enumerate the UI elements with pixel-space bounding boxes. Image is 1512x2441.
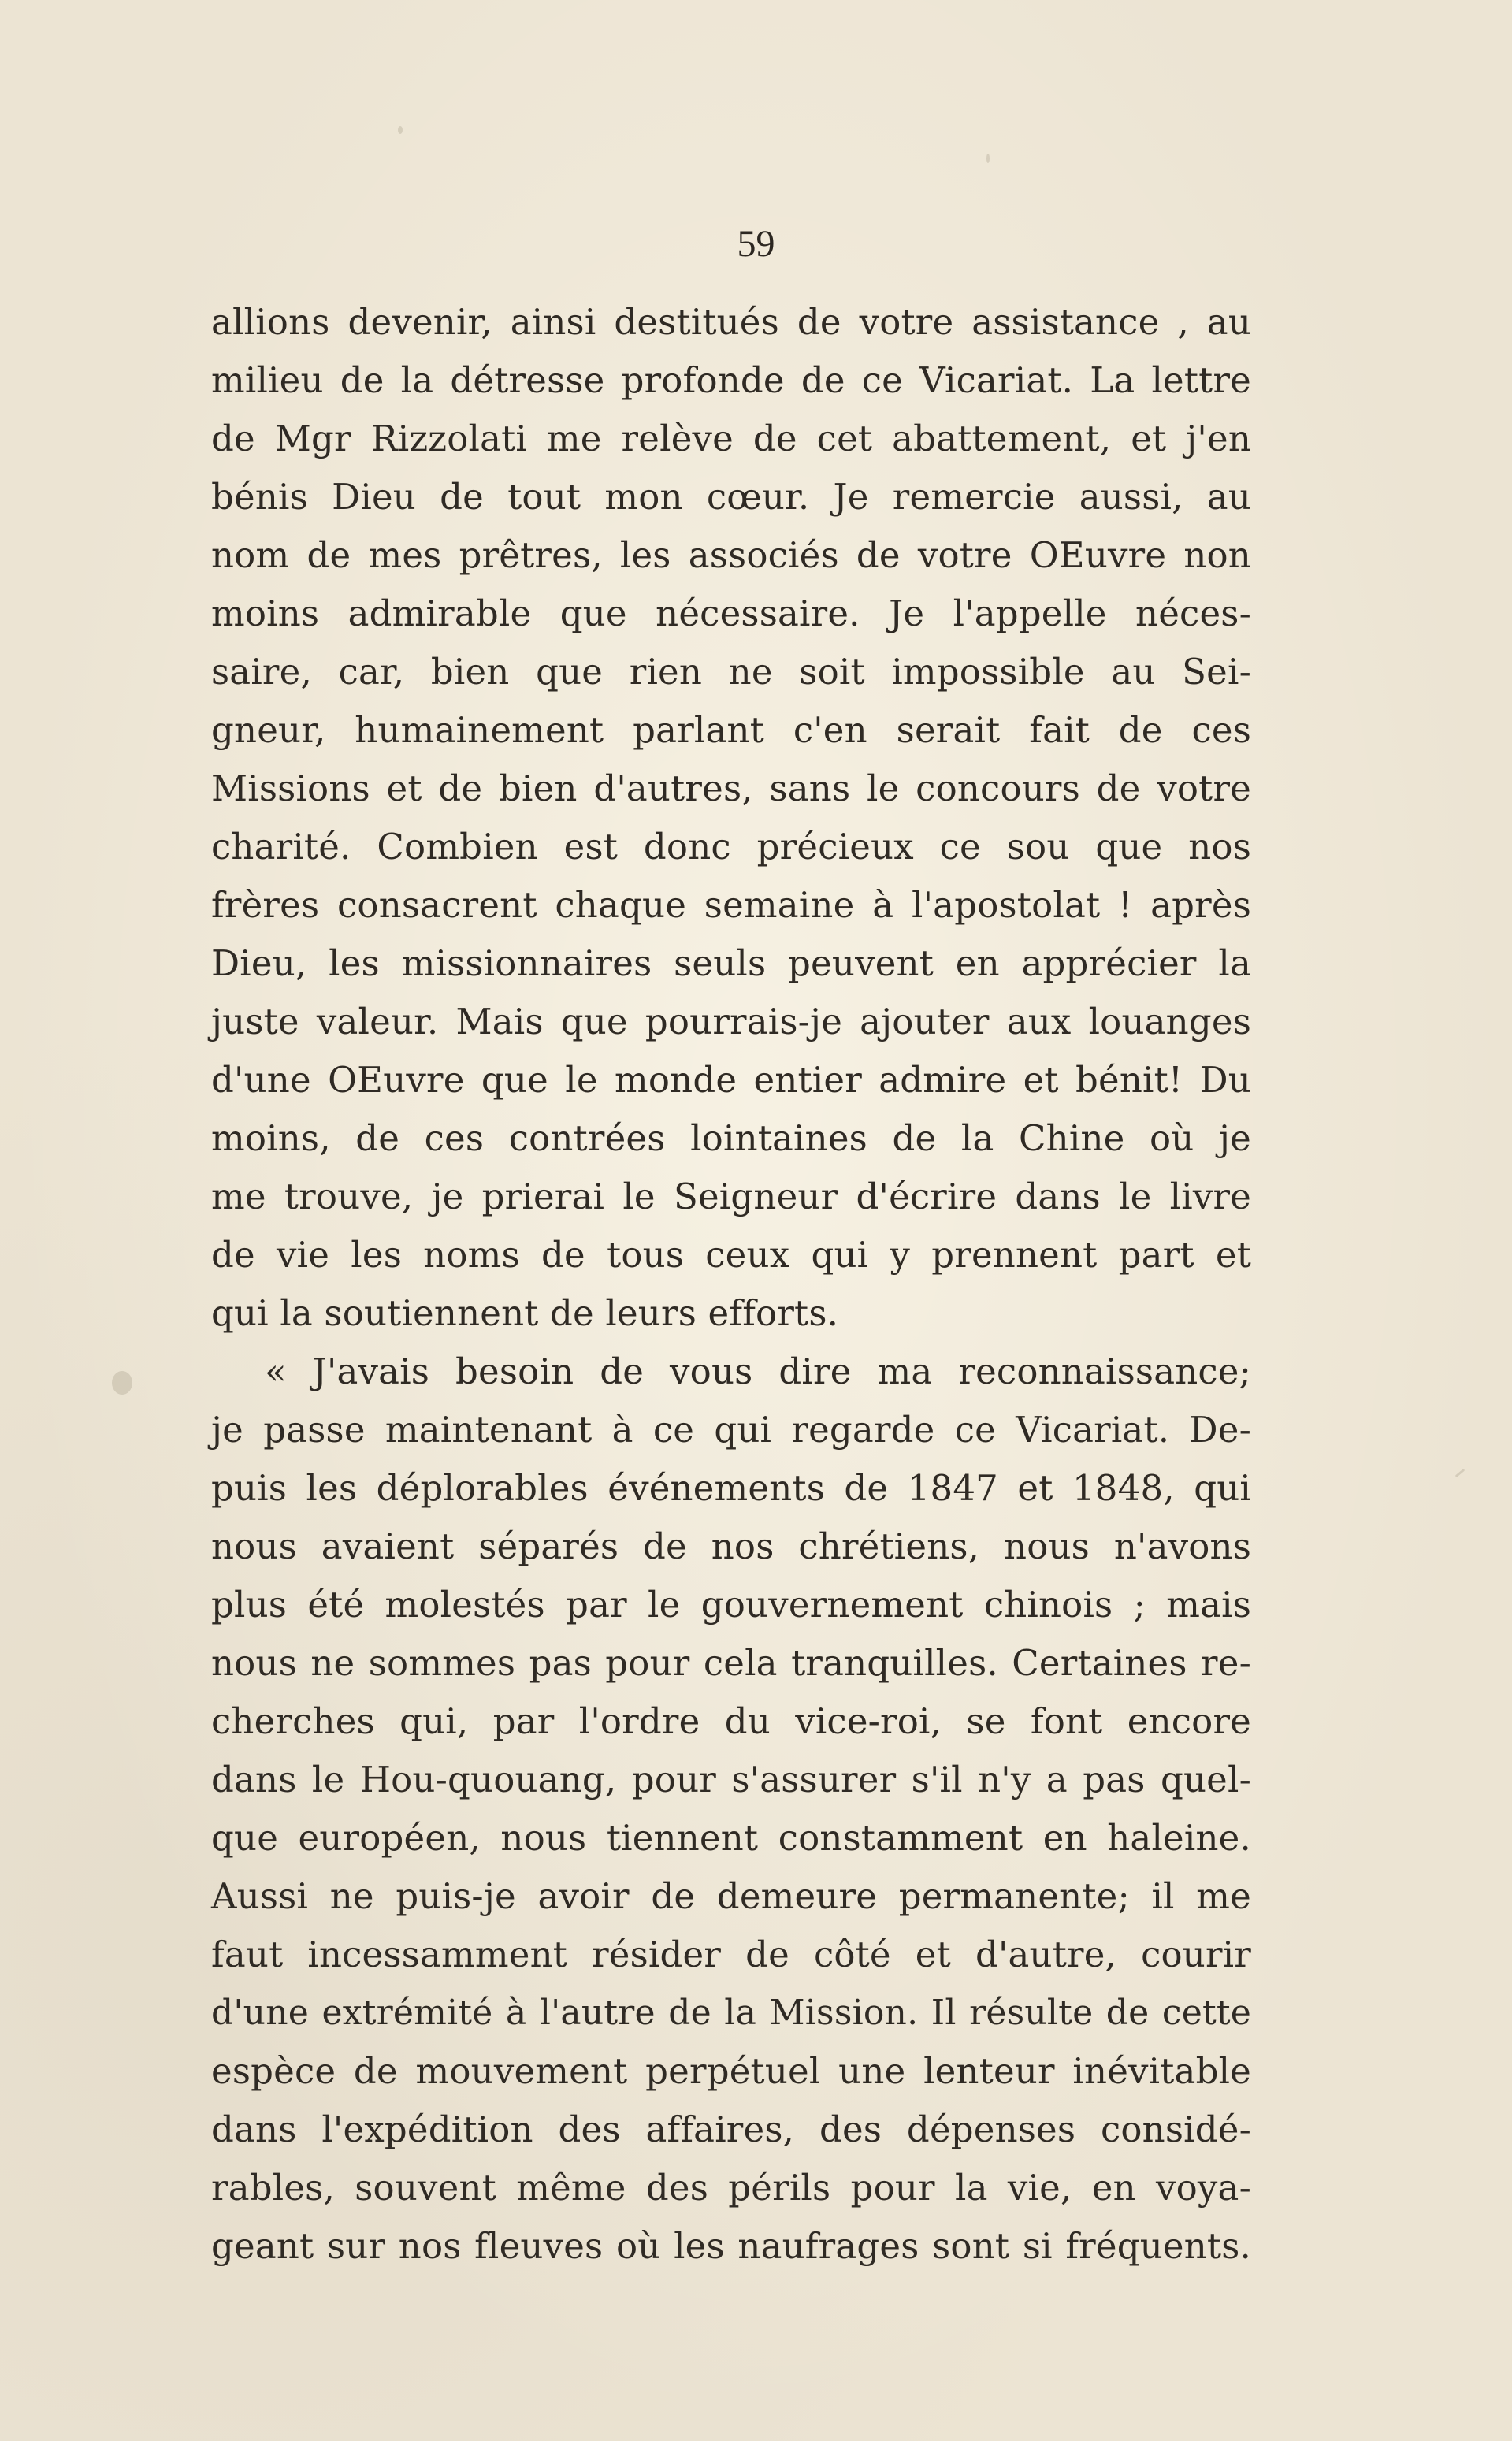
paper-speck bbox=[398, 126, 403, 134]
text-line: Aussi ne puis-je avoir de demeure permanente; il me bbox=[211, 1875, 1251, 1917]
text-line: nous avaient séparés de nos chrétiens, nous n'avons bbox=[211, 1525, 1251, 1567]
text-line: Dieu, les missionnaires seuls peuvent en apprécier la bbox=[211, 942, 1251, 984]
text-line: rables, souvent même des périls pour la vie, en voya- bbox=[211, 2167, 1251, 2209]
paper-speck bbox=[986, 154, 990, 163]
text-line: me trouve, je prierai le Seigneur d'écrire dans le livre bbox=[211, 1176, 1251, 1217]
text-line: d'une extrémité à l'autre de la Mission. Il résulte de cette bbox=[211, 1993, 1251, 2033]
body-text bbox=[211, 293, 1251, 2276]
text-line: gneur, humainement parlant c'en serait fait de ces bbox=[211, 709, 1251, 751]
text-line: frères consacrent chaque semaine à l'apostolat ! après bbox=[211, 884, 1251, 926]
text-line: bénis Dieu de tout mon cœur. Je remercie aussi, au bbox=[211, 476, 1251, 518]
text-line: de Mgr Rizzolati me relève de cet abattement, et j'en bbox=[211, 418, 1251, 459]
text-line: qui la soutiennent de leurs efforts. bbox=[211, 1292, 839, 1334]
text-line: puis les déplorables événements de 1847 et 1848, qui bbox=[211, 1467, 1251, 1509]
text-line: milieu de la détresse profonde de ce Vicariat. La lettre bbox=[211, 359, 1251, 401]
text-line: faut incessamment résider de côté et d'autre, courir bbox=[211, 1934, 1251, 1975]
text-line: Missions et de bien d'autres, sans le concours de votre bbox=[211, 767, 1251, 809]
text-line: moins, de ces contrées lointaines de la Chine où je bbox=[211, 1117, 1251, 1159]
paper-stain bbox=[112, 1371, 132, 1395]
text-line: de vie les noms de tous ceux qui y prennent part et bbox=[211, 1234, 1251, 1276]
text-line: que européen, nous tiennent constamment en haleine. bbox=[211, 1817, 1251, 1859]
text-line: allions devenir, ainsi destitués de votre assistance , au bbox=[211, 301, 1251, 343]
text-line: nom de mes prêtres, les associés de votre OEuvre non bbox=[211, 534, 1251, 576]
text-line: saire, car, bien que rien ne soit impossible au Sei- bbox=[211, 651, 1251, 693]
text-line: moins admirable que nécessaire. Je l'appelle néces- bbox=[211, 593, 1251, 634]
text-line: cherches qui, par l'ordre du vice-roi, se font encore bbox=[211, 1700, 1251, 1742]
page-number: 59 bbox=[737, 223, 775, 265]
text-line: dans le Hou-quouang, pour s'assurer s'il n'y a pas quel- bbox=[211, 1759, 1251, 1800]
text-line: « J'avais besoin de vous dire ma reconnaissance; bbox=[265, 1351, 1251, 1392]
text-line: espèce de mouvement perpétuel une lenteur inévitable bbox=[211, 2050, 1251, 2092]
text-line: nous ne sommes pas pour cela tranquilles. Certaines re- bbox=[211, 1642, 1251, 1684]
text-line: je passe maintenant à ce qui regarde ce Vicariat. De- bbox=[211, 1409, 1251, 1451]
text-line: geant sur nos fleuves où les naufrages sont si fréquents. bbox=[211, 2225, 1251, 2267]
text-line: d'une OEuvre que le monde entier admire et bénit! Du bbox=[211, 1059, 1251, 1101]
text-line: juste valeur. Mais que pourrais-je ajouter aux louanges bbox=[211, 1001, 1251, 1042]
paper-mark bbox=[1455, 1469, 1466, 1477]
text-line: plus été molestés par le gouvernement chinois ; mais bbox=[211, 1584, 1251, 1625]
text-line: charité. Combien est donc précieux ce sou que nos bbox=[211, 826, 1251, 868]
text-line: dans l'expédition des affaires, des dépenses considé- bbox=[211, 2108, 1251, 2150]
